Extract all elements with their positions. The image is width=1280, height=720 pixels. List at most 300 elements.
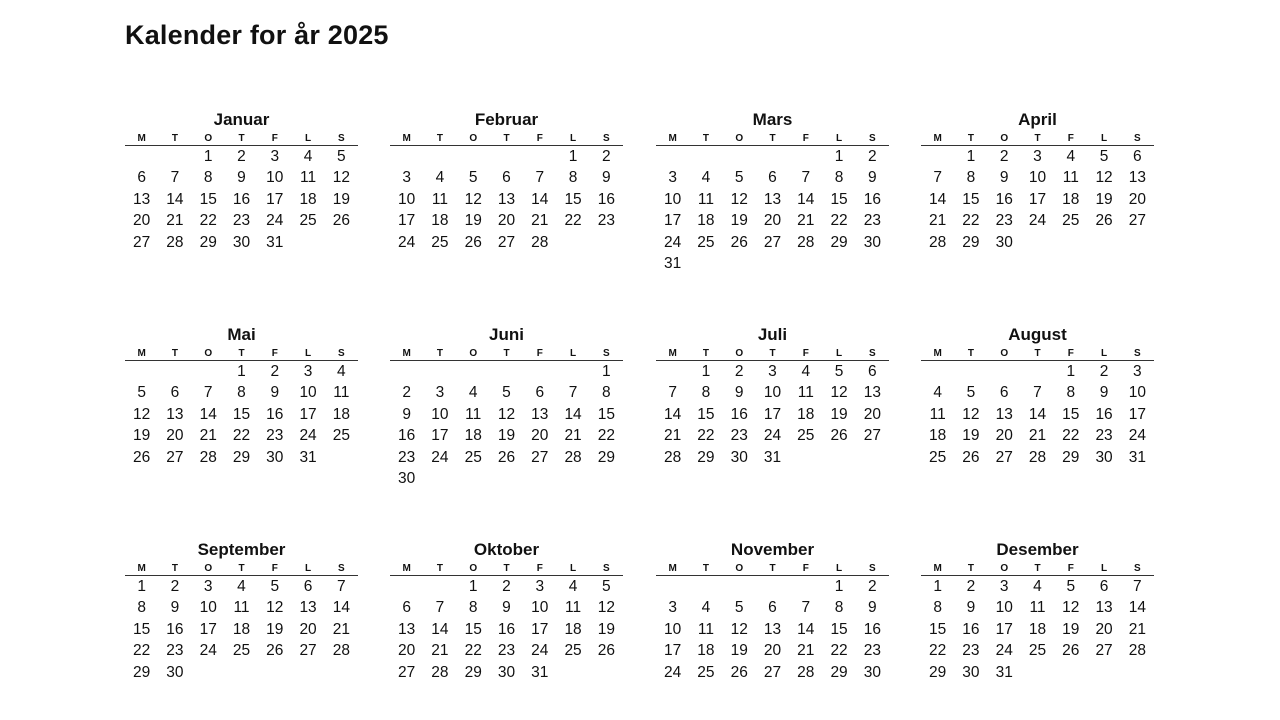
day-grid (921, 147, 1154, 254)
day-grid (125, 147, 358, 254)
day-cell: 3 (203, 578, 213, 595)
day-cell: 4 (303, 148, 313, 165)
day-cell: 12 (730, 620, 748, 638)
day-cell: 17 (664, 642, 682, 660)
day-cell: 23 (995, 212, 1013, 230)
day-cell: 16 (730, 405, 748, 423)
day-cell: 4 (468, 384, 478, 402)
day-cell: 23 (166, 642, 184, 660)
day-cell: 30 (166, 663, 184, 681)
day-cell: 22 (697, 427, 715, 445)
day-cell: 1 (137, 578, 146, 595)
day-cell: 14 (431, 620, 449, 638)
day-cell: 6 (1133, 148, 1142, 165)
weekday-header (921, 561, 1154, 576)
weekday-label: L (1101, 348, 1108, 359)
day-cell: 15 (962, 190, 980, 208)
day-cell: 27 (863, 427, 881, 445)
day-cell: 24 (431, 448, 449, 466)
day-cell: 8 (933, 599, 942, 617)
day-cell: 26 (332, 212, 350, 230)
day-cell: 22 (597, 427, 615, 445)
empty-cell (158, 147, 191, 168)
weekday-label: T (967, 563, 974, 574)
weekday-header (390, 346, 623, 361)
weekday-label: L (570, 348, 577, 359)
day-cell: 22 (232, 427, 251, 445)
weekday-label: L (1101, 563, 1108, 574)
day-cell: 20 (995, 427, 1013, 445)
day-cell: 15 (830, 620, 848, 638)
day-cell: 14 (332, 599, 350, 617)
day-cell: 5 (1066, 578, 1076, 595)
day-cell: 26 (1095, 212, 1113, 230)
day-cell: 10 (266, 169, 284, 187)
day-cell: 9 (734, 384, 744, 402)
weekday-label: T (238, 133, 245, 144)
day-cell: 9 (270, 384, 280, 402)
day-cell: 17 (398, 212, 416, 230)
day-cell: 8 (602, 384, 611, 402)
day-cell: 25 (332, 427, 350, 445)
day-cell: 4 (933, 384, 942, 402)
weekday-label: O (469, 348, 478, 359)
month-name: Mars (752, 110, 793, 129)
day-cell: 15 (464, 620, 482, 638)
day-cell: 9 (602, 169, 611, 187)
day-cell: 2 (270, 363, 280, 380)
day-cell: 30 (232, 233, 251, 251)
weekday-label: M (137, 348, 146, 359)
day-cell: 17 (199, 620, 217, 638)
day-cell: 21 (166, 212, 184, 230)
weekday-header (125, 346, 358, 361)
month-august (921, 325, 1154, 469)
day-cell: 24 (664, 663, 682, 681)
weekday-label: T (436, 563, 443, 574)
empty-cell (457, 362, 490, 383)
day-cell: 29 (929, 663, 947, 681)
day-cell: 24 (266, 212, 284, 230)
day-cell: 12 (332, 169, 350, 187)
day-cell: 5 (966, 384, 976, 402)
day-cell: 3 (1033, 148, 1042, 165)
day-cell: 16 (497, 620, 516, 638)
weekday-label: T (238, 563, 245, 574)
day-cell: 19 (597, 620, 615, 638)
day-cell: 24 (763, 427, 782, 445)
day-cell: 4 (1033, 578, 1042, 595)
day-cell: 6 (303, 578, 313, 595)
weekday-label: F (536, 563, 543, 574)
day-cell: 4 (568, 578, 578, 595)
day-cell: 20 (863, 405, 881, 423)
day-cell: 11 (697, 620, 714, 638)
day-cell: 19 (133, 427, 151, 445)
day-cell: 25 (697, 663, 715, 681)
weekday-label: T (769, 133, 776, 144)
day-cell: 12 (830, 384, 848, 402)
day-cell: 6 (768, 169, 777, 187)
day-cell: 7 (337, 578, 346, 595)
day-cell: 6 (502, 169, 511, 187)
day-cell: 27 (398, 663, 416, 681)
day-cell: 9 (1099, 384, 1109, 402)
weekday-label: T (503, 563, 510, 574)
day-cell: 17 (531, 620, 549, 638)
day-cell: 23 (962, 642, 980, 660)
month-desember (921, 540, 1154, 684)
day-cell: 18 (929, 427, 947, 445)
day-cell: 13 (763, 620, 782, 638)
empty-cell (158, 362, 191, 383)
day-cell: 25 (1028, 642, 1047, 660)
day-cell: 12 (497, 405, 516, 423)
day-cell: 15 (697, 405, 715, 423)
empty-cell (689, 147, 722, 168)
day-cell: 31 (664, 254, 682, 272)
weekday-label: L (836, 563, 843, 574)
day-cell: 30 (1095, 448, 1113, 466)
day-cell: 14 (199, 405, 217, 423)
empty-cell (125, 362, 158, 383)
day-cell: 19 (1095, 190, 1113, 208)
day-cell: 11 (797, 384, 814, 402)
day-cell: 20 (133, 212, 151, 230)
day-cell: 20 (531, 427, 549, 445)
day-cell: 15 (597, 405, 615, 423)
day-cell: 29 (697, 448, 715, 466)
day-cell: 8 (568, 169, 578, 187)
weekday-label: L (1101, 133, 1108, 144)
day-cell: 18 (797, 405, 815, 423)
day-cell: 27 (1095, 642, 1113, 660)
day-cell: 4 (237, 578, 246, 595)
month-september (125, 540, 358, 684)
day-cell: 16 (962, 620, 980, 638)
day-cell: 14 (797, 620, 815, 638)
day-cell: 15 (564, 190, 582, 208)
day-cell: 13 (531, 405, 549, 423)
day-cell: 8 (137, 599, 146, 617)
day-cell: 10 (763, 384, 782, 402)
day-cell: 29 (232, 448, 251, 466)
day-cell: 18 (431, 212, 449, 230)
day-cell: 23 (232, 212, 251, 230)
empty-cell (689, 577, 722, 598)
empty-cell (457, 147, 490, 168)
day-cell: 15 (199, 190, 217, 208)
day-cell: 22 (133, 642, 151, 660)
empty-cell (988, 362, 1021, 383)
day-cell: 23 (1095, 427, 1113, 445)
day-cell: 8 (468, 599, 478, 617)
day-cell: 19 (830, 405, 848, 423)
day-cell: 25 (464, 448, 482, 466)
day-cell: 16 (398, 427, 416, 445)
day-cell: 10 (199, 599, 217, 617)
weekday-label: S (869, 563, 876, 574)
day-grid (390, 362, 623, 490)
empty-cell (490, 362, 523, 383)
day-cell: 28 (797, 663, 815, 681)
weekday-label: F (536, 348, 543, 359)
weekday-label: T (967, 348, 974, 359)
day-cell: 11 (233, 599, 250, 617)
month-juli (656, 325, 889, 469)
day-cell: 13 (497, 190, 516, 208)
day-cell: 17 (763, 405, 782, 423)
empty-cell (656, 362, 689, 383)
day-cell: 5 (502, 384, 511, 402)
day-cell: 17 (1028, 190, 1047, 208)
day-cell: 20 (299, 620, 317, 638)
weekday-label: S (1134, 348, 1141, 359)
day-cell: 1 (933, 578, 942, 595)
day-cell: 14 (166, 190, 184, 208)
day-cell: 9 (237, 169, 246, 187)
month-name: Juli (757, 325, 788, 344)
day-cell: 25 (564, 642, 582, 660)
day-cell: 10 (1128, 384, 1146, 402)
day-cell: 5 (834, 363, 844, 380)
weekday-label: M (137, 563, 146, 574)
weekday-label: F (271, 563, 278, 574)
day-cell: 27 (299, 642, 317, 660)
weekday-label: L (305, 563, 312, 574)
day-cell: 19 (730, 642, 748, 660)
day-cell: 31 (299, 448, 317, 466)
weekday-label: O (1000, 348, 1009, 359)
weekday-label: S (603, 348, 610, 359)
empty-cell (390, 362, 423, 383)
day-cell: 17 (266, 190, 284, 208)
day-cell: 6 (768, 599, 777, 617)
day-cell: 7 (435, 599, 445, 617)
day-cell: 11 (333, 384, 350, 402)
day-cell: 19 (1062, 620, 1080, 638)
day-cell: 10 (1028, 169, 1047, 187)
day-cell: 5 (137, 384, 146, 402)
day-cell: 2 (602, 148, 611, 165)
day-cell: 16 (995, 190, 1013, 208)
day-cell: 31 (1128, 448, 1146, 466)
day-cell: 28 (431, 663, 449, 681)
day-cell: 22 (929, 642, 947, 660)
day-cell: 2 (1099, 363, 1109, 380)
day-cell: 3 (668, 599, 677, 617)
day-cell: 29 (133, 663, 151, 681)
weekday-label: O (469, 563, 478, 574)
weekday-header (125, 561, 358, 576)
day-cell: 19 (962, 427, 980, 445)
day-cell: 26 (730, 233, 748, 251)
day-cell: 2 (868, 148, 877, 165)
day-cell: 6 (170, 384, 180, 402)
day-cell: 28 (531, 233, 549, 251)
day-cell: 11 (1029, 599, 1046, 617)
day-cell: 28 (797, 233, 815, 251)
weekday-label: S (338, 133, 345, 144)
day-cell: 21 (797, 642, 815, 660)
weekday-label: O (735, 563, 744, 574)
empty-cell (556, 362, 589, 383)
day-cell: 7 (801, 169, 811, 187)
day-cell: 13 (863, 384, 881, 402)
day-cell: 16 (597, 190, 615, 208)
page-title: Kalender for år 2025 (125, 20, 389, 50)
day-cell: 21 (797, 212, 815, 230)
day-cell: 28 (564, 448, 582, 466)
day-cell: 28 (1128, 642, 1146, 660)
day-cell: 31 (763, 448, 782, 466)
weekday-label: O (469, 133, 478, 144)
empty-cell (921, 362, 954, 383)
empty-cell (756, 147, 789, 168)
weekday-label: L (836, 348, 843, 359)
day-cell: 20 (1128, 190, 1146, 208)
empty-cell (390, 147, 423, 168)
day-cell: 29 (597, 448, 615, 466)
month-mars (656, 110, 889, 275)
weekday-label: O (1000, 133, 1009, 144)
day-cell: 27 (166, 448, 184, 466)
weekday-label: T (503, 348, 510, 359)
day-cell: 2 (170, 578, 180, 595)
day-cell: 10 (664, 190, 682, 208)
day-cell: 12 (962, 405, 980, 423)
day-cell: 10 (299, 384, 317, 402)
day-cell: 30 (962, 663, 980, 681)
weekday-label: S (338, 348, 345, 359)
day-cell: 30 (266, 448, 284, 466)
day-cell: 24 (1028, 212, 1047, 230)
day-cell: 21 (929, 212, 947, 230)
day-cell: 18 (232, 620, 251, 638)
month-name: November (730, 540, 815, 559)
day-cell: 7 (1033, 384, 1042, 402)
day-cell: 1 (834, 148, 844, 165)
day-cell: 29 (464, 663, 482, 681)
month-januar (125, 110, 358, 254)
day-cell: 5 (734, 169, 744, 187)
day-cell: 24 (199, 642, 217, 660)
weekday-label: F (271, 348, 278, 359)
day-cell: 2 (502, 578, 511, 595)
day-cell: 14 (1128, 599, 1146, 617)
empty-cell (656, 577, 689, 598)
empty-cell (723, 147, 756, 168)
day-cell: 20 (1095, 620, 1113, 638)
day-cell: 22 (199, 212, 217, 230)
day-cell: 1 (834, 578, 844, 595)
day-cell: 10 (431, 405, 449, 423)
day-cell: 5 (270, 578, 280, 595)
weekday-label: M (137, 133, 146, 144)
day-cell: 22 (830, 642, 848, 660)
day-cell: 6 (402, 599, 411, 617)
day-cell: 23 (730, 427, 748, 445)
month-juni (390, 325, 623, 490)
weekday-header (656, 561, 889, 576)
day-cell: 14 (531, 190, 549, 208)
weekday-header (656, 346, 889, 361)
month-april (921, 110, 1154, 254)
day-cell: 15 (232, 405, 251, 423)
empty-cell (921, 147, 954, 168)
day-cell: 27 (763, 233, 782, 251)
day-cell: 23 (398, 448, 416, 466)
weekday-label: T (238, 348, 245, 359)
day-cell: 13 (1095, 599, 1113, 617)
day-cell: 9 (868, 169, 877, 187)
day-cell: 11 (300, 169, 317, 187)
day-cell: 16 (1095, 405, 1113, 423)
day-cell: 18 (1062, 190, 1080, 208)
empty-cell (423, 577, 456, 598)
day-cell: 1 (1066, 363, 1076, 380)
day-cell: 7 (933, 169, 942, 187)
day-cell: 5 (602, 578, 611, 595)
day-cell: 3 (435, 384, 445, 402)
day-cell: 14 (664, 405, 682, 423)
day-cell: 5 (1099, 148, 1109, 165)
day-cell: 31 (995, 663, 1013, 681)
day-cell: 4 (1066, 148, 1076, 165)
month-name: Oktober (473, 540, 540, 559)
day-cell: 17 (995, 620, 1013, 638)
month-mai (125, 325, 358, 469)
day-cell: 28 (199, 448, 217, 466)
day-cell: 5 (468, 169, 478, 187)
day-cell: 24 (1128, 427, 1146, 445)
day-cell: 21 (1128, 620, 1146, 638)
month-oktober (390, 540, 623, 684)
day-cell: 8 (203, 169, 213, 187)
day-cell: 16 (863, 190, 881, 208)
day-cell: 18 (464, 427, 482, 445)
day-grid (656, 147, 889, 275)
day-cell: 26 (597, 642, 615, 660)
day-cell: 1 (966, 148, 976, 165)
day-grid (921, 362, 1154, 469)
empty-cell (523, 147, 556, 168)
day-cell: 2 (868, 578, 877, 595)
weekday-header (390, 561, 623, 576)
day-cell: 16 (232, 190, 251, 208)
month-februar (390, 110, 623, 254)
day-cell: 16 (166, 620, 184, 638)
day-cell: 9 (966, 599, 976, 617)
weekday-label: T (769, 348, 776, 359)
day-cell: 3 (668, 169, 677, 187)
weekday-label: T (769, 563, 776, 574)
day-cell: 28 (1028, 448, 1047, 466)
day-cell: 8 (1066, 384, 1076, 402)
weekday-label: T (503, 133, 510, 144)
month-name: September (197, 540, 286, 559)
weekday-label: L (570, 563, 577, 574)
day-cell: 9 (999, 169, 1009, 187)
day-cell: 15 (830, 190, 848, 208)
day-cell: 2 (999, 148, 1009, 165)
day-cell: 21 (664, 427, 682, 445)
day-cell: 23 (266, 427, 284, 445)
day-cell: 8 (701, 384, 711, 402)
weekday-label: T (171, 348, 178, 359)
day-cell: 17 (299, 405, 317, 423)
day-cell: 25 (1062, 212, 1080, 230)
